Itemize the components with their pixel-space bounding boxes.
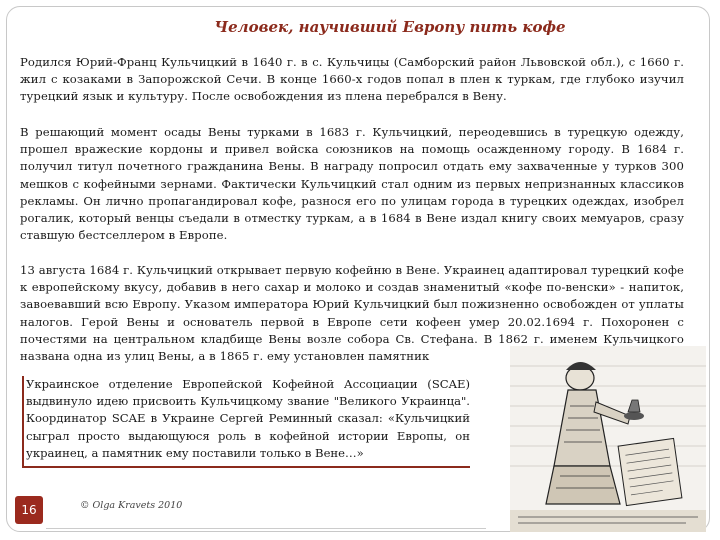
portrait-engraving-icon bbox=[510, 346, 706, 532]
scae-quote-box bbox=[22, 376, 470, 468]
footer-divider bbox=[46, 528, 486, 529]
scae-quote-text: Украинское отделение Европейской Кофейной Ассоциации (SCAE) выдвинуло идею присвоить Кульчицкому звание "Великого Украинца". Координатор SCAE в Украине Сергей Реминный сказал: «Кульчицкий сыграл просто выдающуюся роль в кофейной истории Европы, он украинец, а памятник ему поставили только в Вене…» bbox=[26, 377, 470, 460]
paragraph-coffeehouse: 13 августа 1684 г. Кульчицкий открывает первую кофейню в Вене. Украинец адаптировал турецкий кофе к европейскому вкусу, добавив в него сахар и молоко и создав знаменитый «кофе по-венски» - напиток, завоевавший всю Европу. Указом императора Юрий Кульчицкий был пожизненно освобожден от уплаты налогов. Герой Вены и основатель первой в Европе сети кофеен умер 20.02.1694 г. Похоронен с почестями на центральном кладбище Вены возле собора Св. Стефана. В 1862 г. именем Кульчицкого названа одна из улиц Вены, а в 1865 г. ему установлен памятник bbox=[20, 263, 684, 364]
paragraph-birth: Родился Юрий-Франц Кульчицкий в 1640 г. в с. Кульчицы (Самборский район Львовской обл.), с 1660 г. жил с козаками в Запорожской Сечи. В конце 1660-х годов попал в плен к туркам, где глубоко изучил турецкий язык и культуру. После освобождения из плена перебрался в Вену. bbox=[20, 55, 684, 104]
slide-title: Человек, научивший Европу пить кофе bbox=[214, 18, 566, 36]
copyright-text: © Olga Kravets 2010 bbox=[80, 500, 183, 511]
page-number-badge: 16 bbox=[15, 496, 43, 524]
paragraph-siege: В решающий момент осады Вены турками в 1683 г. Кульчицкий, переодевшись в турецкую одежду, прошел вражеские кордоны и привел войска союзников на помощь осажденному городу. В 1684 г. получил титул почетного гражданина Вены. В награду попросил отдать ему захваченные у турков 300 мешков с кофейными зернами. Фактически Кульчицкий стал одним из первых непризнанных классиков рекламы. Он лично пропагандировал кофе, разнося его по улицам города в турецких одеждах, изобрел рогалик, который венцы съедали в отместку туркам, а в 1684 в Вене издал книгу своих мемуаров, сразу ставшую бестселлером в Европе. bbox=[20, 125, 684, 243]
kulchytsky-portrait-image bbox=[510, 346, 706, 532]
